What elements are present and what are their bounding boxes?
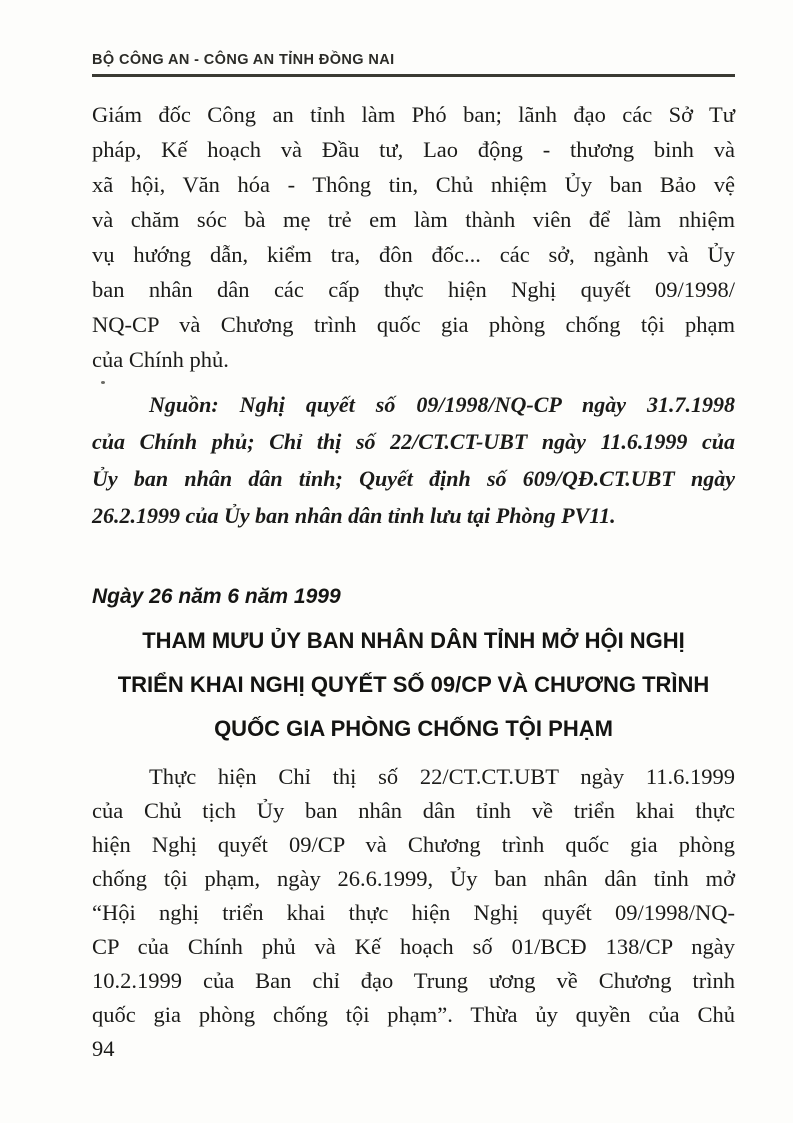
text-line: Nguồn: Nghị quyết số 09/1998/NQ-CP ngày 31.7.1998 [149,392,735,417]
entry-date-heading: Ngày 26 năm 6 năm 1999 [92,585,341,608]
text-line: 26.2.1999 của Ủy ban nhân dân tỉnh lưu tại Phòng PV11. [92,503,616,528]
text-line: của Chủ tịch Ủy ban nhân dân tỉnh về triển khai thực [92,798,735,823]
text-line: 10.2.1999 của Ban chỉ đạo Trung ương về Chương trình [92,968,735,993]
text-line: xã hội, Văn hóa - Thông tin, Chủ nhiệm Ủy ban Bảo vệ [92,172,735,197]
text-line: ban nhân dân các cấp thực hiện Nghị quyết 09/1998/ [92,277,735,302]
text-line: TRIỂN KHAI NGHỊ QUYẾT SỐ 09/CP VÀ CHƯƠNG TRÌNH [117,672,710,697]
text-line: quốc gia phòng chống tội phạm”. Thừa ủy quyền của Chủ [92,1002,735,1027]
entry-title [92,619,735,751]
text-line: của Chính phủ. [92,347,229,372]
entry-body-paragraph [92,760,735,1032]
text-line: “Hội nghị triển khai thực hiện Nghị quyết 09/1998/NQ- [92,900,735,925]
text-line: Giám đốc Công an tỉnh làm Phó ban; lãnh đạo các Sở Tư [92,102,735,127]
text-line: hiện Nghị quyết 09/CP và Chương trình quốc gia phòng [92,832,735,857]
text-line: pháp, Kế hoạch và Đầu tư, Lao động - thương binh và [92,137,735,162]
text-line: THAM MƯU ỦY BAN NHÂN DÂN TỈNH MỞ HỘI NGHỊ [142,628,685,653]
paragraph-continuation [92,97,735,377]
text-line: NQ-CP và Chương trình quốc gia phòng chống tội phạm [92,312,735,337]
ink-dot-artifact [101,381,105,384]
source-citation [92,386,735,534]
text-line: Ủy ban nhân dân tỉnh; Quyết định số 609/QĐ.CT.UBT ngày [92,466,735,491]
text-line: chống tội phạm, ngày 26.6.1999, Ủy ban nhân dân tỉnh mở [92,866,735,891]
text-line: và chăm sóc bà mẹ trẻ em làm thành viên để làm nhiệm [92,207,735,232]
running-header: BỘ CÔNG AN - CÔNG AN TỈNH ĐỒNG NAI [92,52,395,68]
text-line: vụ hướng dẫn, kiểm tra, đôn đốc... các sở, ngành và Ủy [92,242,735,267]
page-number: 94 [92,1036,115,1061]
text-line: QUỐC GIA PHÒNG CHỐNG TỘI PHẠM [214,716,613,741]
header-rule [92,74,735,77]
text-line: Thực hiện Chỉ thị số 22/CT.CT.UBT ngày 11.6.1999 [149,764,735,789]
text-line: CP của Chính phủ và Kế hoạch số 01/BCĐ 138/CP ngày [92,934,735,959]
text-line: của Chính phủ; Chỉ thị số 22/CT.CT-UBT ngày 11.6.1999 của [92,429,735,454]
